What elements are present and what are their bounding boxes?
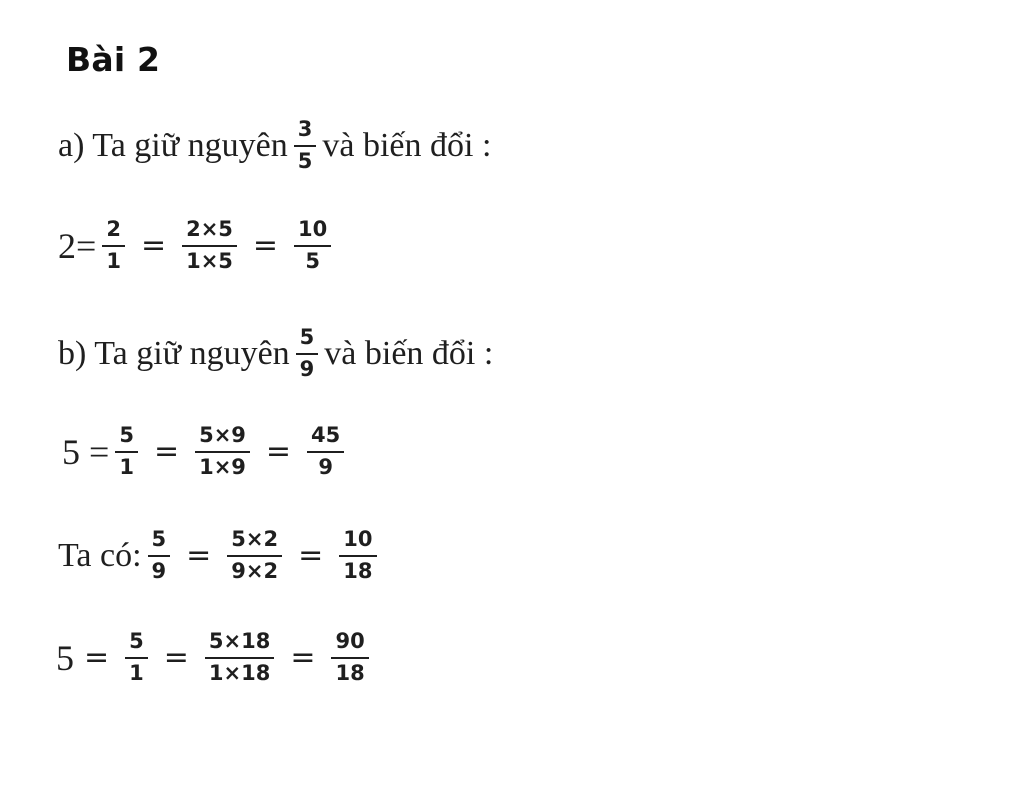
line-b-work bbox=[62, 424, 350, 479]
equals-sign: = bbox=[290, 640, 316, 676]
fraction-denominator: 1 bbox=[119, 454, 134, 479]
fraction-3-5 bbox=[294, 118, 317, 173]
equals-sign: = bbox=[252, 228, 279, 264]
line-a-prefix: a) Ta giữ nguyên bbox=[58, 126, 288, 164]
fraction-denominator: 18 bbox=[343, 558, 373, 583]
line-a-suffix: và biến đổi : bbox=[322, 126, 492, 164]
fraction-2x5-1x5 bbox=[182, 218, 237, 273]
fraction-5-9 bbox=[148, 528, 171, 583]
fraction-bar bbox=[331, 657, 368, 659]
line-a-work bbox=[58, 218, 337, 273]
fraction-90-18 bbox=[331, 630, 368, 685]
fraction-10-5 bbox=[294, 218, 331, 273]
fraction-5x18-1x18 bbox=[205, 630, 274, 685]
fraction-numerator: 5×18 bbox=[208, 629, 271, 653]
fraction-numerator: 3 bbox=[297, 117, 313, 141]
equals-sign: = bbox=[84, 640, 110, 676]
fraction-denominator: 18 bbox=[335, 660, 365, 685]
fraction-bar bbox=[115, 451, 138, 453]
fraction-numerator: 10 bbox=[343, 527, 373, 551]
fraction-denominator: 9 bbox=[318, 454, 333, 479]
page-title: Bài 2 bbox=[66, 40, 161, 79]
fraction-2-1 bbox=[102, 218, 125, 273]
line-b-work-lead: 5 = bbox=[62, 431, 110, 472]
line-b-prefix: b) Ta giữ nguyên bbox=[58, 334, 290, 372]
line-final-lead: 5 bbox=[56, 637, 74, 678]
fraction-bar bbox=[195, 451, 250, 453]
fraction-numerator: 5×9 bbox=[199, 423, 246, 447]
fraction-bar bbox=[307, 451, 344, 453]
fraction-bar bbox=[339, 555, 376, 557]
fraction-bar bbox=[182, 245, 237, 247]
fraction-denominator: 9×2 bbox=[231, 558, 279, 583]
line-ta-co bbox=[58, 528, 383, 583]
line-final-work bbox=[56, 630, 375, 685]
equals-sign: = bbox=[298, 538, 324, 574]
fraction-bar bbox=[227, 555, 282, 557]
fraction-denominator: 9 bbox=[151, 558, 167, 583]
line-a bbox=[58, 118, 491, 173]
line-b-suffix: và biến đổi : bbox=[324, 334, 494, 372]
equals-sign: = bbox=[265, 434, 292, 470]
fraction-5-9 bbox=[296, 326, 319, 381]
fraction-bar bbox=[294, 145, 317, 147]
line-ta-co-lead: Ta có: bbox=[58, 536, 142, 574]
fraction-numerator: 5 bbox=[119, 423, 134, 447]
fraction-bar bbox=[205, 657, 274, 659]
fraction-bar bbox=[296, 353, 319, 355]
fraction-5-1 bbox=[125, 630, 148, 685]
equals-sign: = bbox=[186, 538, 212, 574]
fraction-denominator: 1×18 bbox=[208, 660, 271, 685]
fraction-5x9-1x9 bbox=[195, 424, 250, 479]
fraction-45-9 bbox=[307, 424, 344, 479]
fraction-bar bbox=[125, 657, 148, 659]
fraction-5-1 bbox=[115, 424, 138, 479]
fraction-denominator: 5 bbox=[305, 248, 320, 273]
equals-sign: = bbox=[140, 228, 167, 264]
fraction-numerator: 2 bbox=[106, 217, 121, 241]
fraction-numerator: 5×2 bbox=[231, 527, 279, 551]
fraction-denominator: 1 bbox=[129, 660, 144, 685]
fraction-numerator: 5 bbox=[129, 629, 144, 653]
fraction-numerator: 2×5 bbox=[186, 217, 233, 241]
fraction-numerator: 5 bbox=[151, 527, 167, 551]
fraction-denominator: 1×9 bbox=[199, 454, 246, 479]
fraction-denominator: 1 bbox=[106, 248, 121, 273]
fraction-numerator: 45 bbox=[311, 423, 341, 447]
fraction-numerator: 90 bbox=[335, 629, 365, 653]
fraction-bar bbox=[294, 245, 331, 247]
fraction-denominator: 9 bbox=[299, 356, 315, 381]
line-b bbox=[58, 326, 493, 381]
fraction-bar bbox=[102, 245, 125, 247]
fraction-denominator: 1×5 bbox=[186, 248, 233, 273]
fraction-10-18 bbox=[339, 528, 376, 583]
equals-sign: = bbox=[153, 434, 180, 470]
fraction-numerator: 10 bbox=[298, 217, 328, 241]
line-a-work-lead: 2= bbox=[58, 225, 97, 266]
fraction-bar bbox=[148, 555, 171, 557]
fraction-denominator: 5 bbox=[297, 148, 313, 173]
equals-sign: = bbox=[163, 640, 189, 676]
fraction-5x2-9x2 bbox=[227, 528, 282, 583]
fraction-numerator: 5 bbox=[299, 325, 315, 349]
